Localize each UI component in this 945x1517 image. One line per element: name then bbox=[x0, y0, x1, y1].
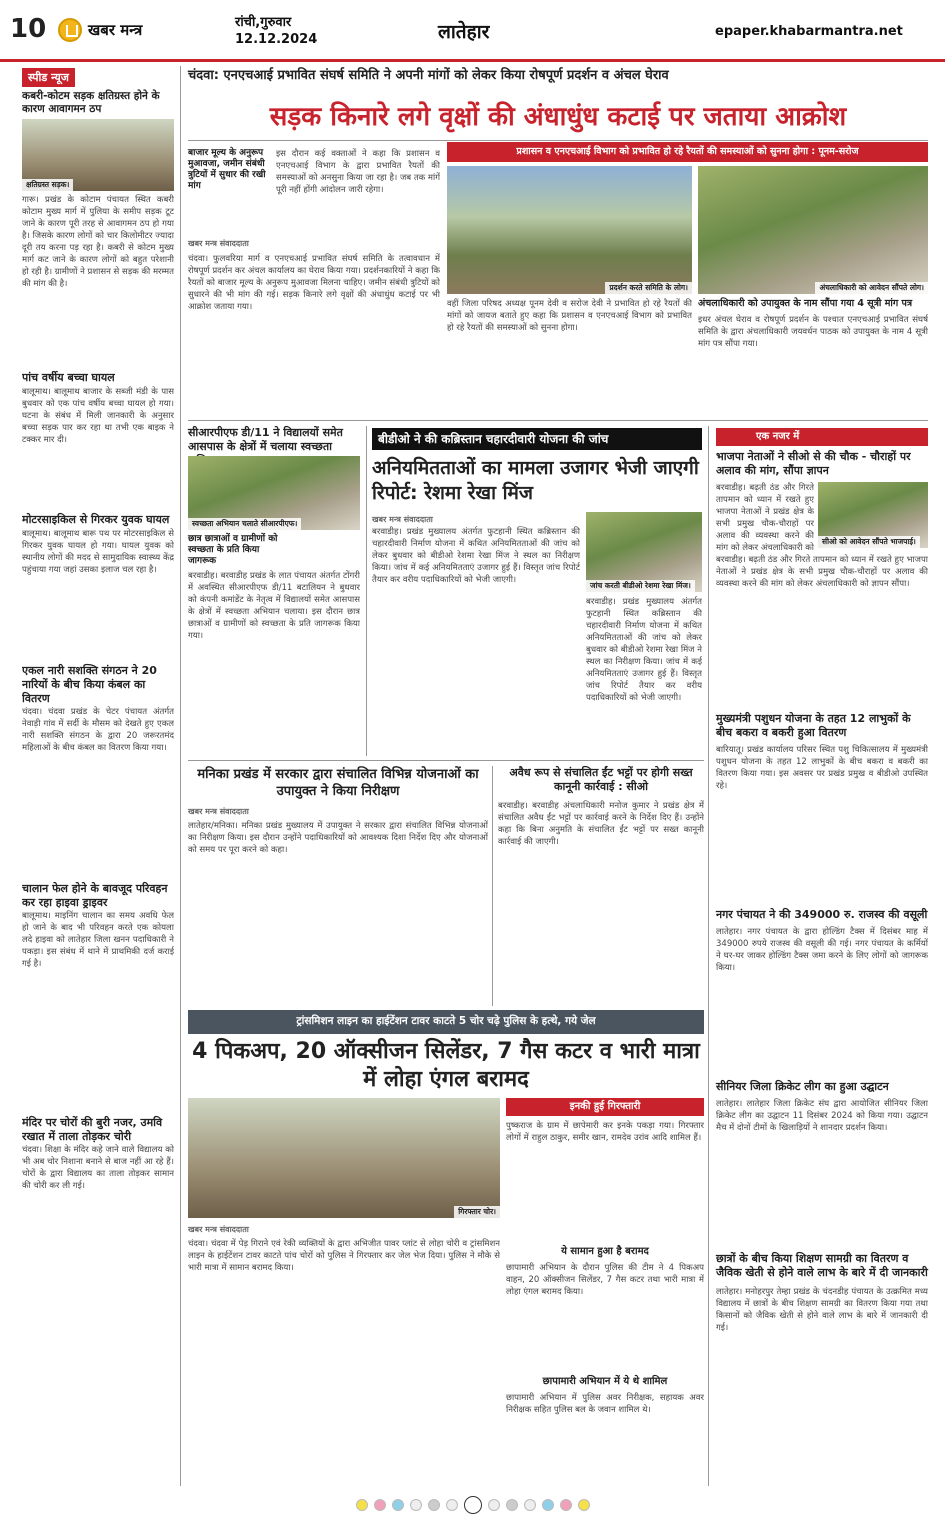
top-body4: इधर अंचल घेराव व रोषपूर्ण प्रदर्शन के पश्चात एनएचआई प्रभावित संघर्ष समिति के द्वारा अंचलाधिकारी जयवर्धन पाठक को उपायुक्त के नाम 4 सूत्री मांग पत्र सौंपा गया। bbox=[698, 315, 928, 349]
s3-headline: मोटरसाइकिल से गिरकर युवक घायल bbox=[22, 513, 170, 526]
s1-body: गारू। प्रखंड के कोटाम पंचायत स्थित कबरी कोटाम मुख्य मार्ग में पुलिया के समीप सड़क टूट जाने के कारण पूरी तरह से आवागमन ठप हो गया है। जिसके कारण लोगों को चार किलोमीटर ज्यादा दूरी तय करना पड़ रहा है। कबरी से कोटम मुख्य मार्ग कट जाने के कारण लोगों को बहुत परेशानी हो रही है। ग्रामीणों ने प्रशासन से सड़क की मरम्मत की मांग की है। bbox=[22, 195, 174, 289]
manika-body: लातेहार/मनिका। मनिका प्रखंड मुख्यालय में उपायुक्त ने सरकार द्वारा संचालित विभिन्न योजनाओं का निरीक्षण किया। इस दौरान उन्होंने पदाधिकारियों को आवश्यक दिशा निर्देश दिए और योजनाओं को समय पर पूरा करने को कहा। bbox=[188, 821, 488, 855]
mukhya-headline: मुख्यमंत्री पशुधन योजना के तहत 12 लाभुकों के बीच बकरा व बकरी हुआ वितरण bbox=[716, 712, 911, 739]
recover-headline: ये सामान हुआ है बरामद bbox=[561, 1246, 649, 1257]
nagar-headline: नगर पंचायत ने की 349000 रु. राजस्व की वसूली bbox=[716, 908, 928, 921]
bdo-body: बरवाडीह। प्रखंड मुख्यालय अंतर्गत फुटहानी स्थित कब्रिस्तान की चहारदीवारी निर्माण योजना में कथित अनियमितताओं की जांच को लेकर बुधवार को बीडीओ रेशमा रेखा मिंज ने स्थल का निरीक्षण किया। जांच में कई अनियमितताएं उजागर हुई हैं। विस्तृत जांच रिपोर्ट तैयार कर वरीय पदाधिकारियों को भेजी जाएगी। bbox=[372, 527, 580, 585]
crpf-caption: स्वच्छता अभियान चलाते सीआरपीएफ। bbox=[188, 518, 301, 530]
epaper-url[interactable]: epaper.khabarmantra.net bbox=[715, 24, 903, 39]
arrest-body: पुष्कराज के ग्राम में छापेमारी कर इनके पकड़ा गया। गिरफ्तार लोगों में राहुल ठाकुर, समीर खान, रामदेव उरांव आदि शामिल हैं। bbox=[506, 1121, 704, 1143]
top-byline: खबर मन्त्र संवाददाता bbox=[188, 239, 249, 248]
city-day: रांची,गुरुवार bbox=[235, 15, 292, 30]
students-headline: छात्रों के बीच किया शिक्षण सामग्री का वितरण व जैविक खेती से होने वाले लाभ के बारे में दी जानकारी bbox=[716, 1252, 928, 1279]
top-body3: वहीं जिला परिषद अध्यक्ष पूनम देवी व सरोज देवी ने प्रभावित हो रहे रैयतों की मांगों को जायज बताते हुए कहा कि प्रशासन व एनएचआई विभाग को प्रभावित हो रहे रैयतों की समस्याओं को सुनना होगा। bbox=[447, 299, 692, 333]
brand-logo-icon bbox=[58, 18, 82, 42]
tower-byline: खबर मन्त्र संवाददाता bbox=[188, 1225, 249, 1234]
raid-body: छापामारी अभियान में पुलिस अवर निरीक्षक, सहायक अवर निरीक्षक सहित पुलिस बल के जवान शामिल थे। bbox=[506, 1393, 704, 1415]
s3-body: बालूमाथ। बालूमाथ बारू पथ पर मोटरसाइकिल से गिरकर युवक घायल हो गया। घायल युवक को स्थानीय लोगों की मदद से सामुदायिक स्वास्थ्य केंद्र पहुंचाया गया जहां उसका इलाज चल रहा है। bbox=[22, 529, 174, 575]
nagar-body: लातेहार। नगर पंचायत के द्वारा होल्डिंग टैक्स में दिसंबर माह में 349000 रुपये राजस्व की वसूली की गई। नगर पंचायत के कर्मियों ने घर-घर जाकर होल्डिंग टैक्स जमा करने के लिए लोगों को जागरूक किया। bbox=[716, 927, 928, 973]
tower-body: चंदवा। चंदवा में पेड़ गिराने एवं रेकी व्यक्तियों के द्वारा अभिजीत पावर प्लांट से लोहा चोरी व ट्रांसमिशन लाइन के हाईटेंशन टावर काटते पांच चोरों को पुलिस ने गिरफ्तार कर जेल भेज दिया। पुलिस ने मौके से भारी मात्रा में सामान बरामद किया। bbox=[188, 1239, 500, 1273]
s1-photo bbox=[22, 119, 174, 191]
mukhya-body: बारियातू। प्रखंड कार्यालय परिसर स्थित पशु चिकित्सालय में मुख्यमंत्री पशुधन योजना के तहत 12 लाभुकों के बीच बकरा व बकरी का वितरण किया गया। इस अवसर पर प्रखंड प्रमुख व बीडीओ उपस्थित रहे। bbox=[716, 745, 928, 791]
top-photo-protest bbox=[447, 166, 692, 294]
s1-caption: क्षतिग्रस्त सड़क। bbox=[22, 179, 73, 191]
date: 12.12.2024 bbox=[235, 32, 318, 47]
tower-caption: गिरफ्तार चोर। bbox=[454, 1206, 500, 1218]
top-photo2-caption: अंचलाधिकारी को आवेदन सौंपते लोग। bbox=[815, 282, 928, 294]
top-bullet: बाजार मूल्य के अनुरूप मुआवजा, जमीन संबंधी त्रुटियों में सुधार की रखी मांग bbox=[188, 148, 266, 191]
crpf-body: बरवाडीह। बरवाडीह प्रखंड के लात पंचायत अंतर्गत टोंगरी में अवस्थित सीआरपीएफ डी/11 बटालियन ने बुधवार को कंपनी कमांडेंट के नेतृत्व में विद्यालयों समेत आसपास के क्षेत्रों में स्वच्छता अभियान चलाया। इस दौरान छात्र छात्राओं व ग्रामीणों को स्वच्छता के प्रति जागरूक किया गया। bbox=[188, 571, 360, 641]
top-photo-application bbox=[698, 166, 928, 294]
bhajpa-body: बरवाडीह। बढ़ती ठंड और गिरते तापमान को ध्यान में रखते हुए भाजपा नेताओं ने प्रखंड क्षेत्र के सभी प्रमुख चौक-चौराहों पर अलाव की व्यवस्था करने की मांग को लेकर अंचलाधिकारी को bbox=[716, 483, 814, 552]
bdo-body-2: बरवाडीह। प्रखंड मुख्यालय अंतर्गत फुटहानी स्थित कब्रिस्तान की चहारदीवारी निर्माण योजना में कथित अनियमितताओं की जांच को लेकर बुधवार को बीडीओ रेशमा रेखा मिंज ने स्थल का निरीक्षण किया। जांच में कई अनियमितताएं उजागर हुई हैं। विस्तृत जांच रिपोर्ट तैयार कर वरीय पदाधिकारियों को भेजी जाएगी। bbox=[586, 597, 702, 703]
top-body1: चंदवा। फुलवरिया मार्ग व एनएचआई प्रभावित संघर्ष समिति के तत्वावधान में रोषपूर्ण प्रदर्शन कर अंचल कार्यालय का घेराव किया गया। प्रदर्शनकारियों ने कहा कि रैयतों को बाजार मूल्य के अनुरूप मुआवजा मिलना चाहिए। जमीन संबंधी त्रुटियों को सुधारने की भी मांग की गई। सड़क किनारे लगे वृक्षों की अंधाधुंध कटाई पर भी आक्रोश जताया गया। bbox=[188, 254, 440, 312]
registration-mark-icon bbox=[464, 1496, 482, 1514]
recover-body: छापामारी अभियान के दौरान पुलिस की टीम ने 4 पिकअप वाहन, 20 ऑक्सीजन सिलेंडर, 7 गैस कटर तथा भारी मात्रा में लोहा एंगल बरामद किया। bbox=[506, 1263, 704, 1297]
top-body2: इस दौरान कई वक्ताओं ने कहा कि प्रशासन व एनएचआई विभाग के द्वारा प्रभावित रैयतों की समस्याओं को अनसुना किया जा रहा है। जब तक मांगें पूरी नहीं होंगी आंदोलन जारी रहेगा। bbox=[276, 149, 440, 195]
bhajpa-photo bbox=[818, 482, 928, 548]
brick-body: बरवाडीह। बरवाडीह अंचलाधिकारी मनोज कुमार ने प्रखंड क्षेत्र में संचालित अवैध ईंट भट्टों पर कार्रवाई करने के निर्देश दिए हैं। उन्होंने कहा कि बिना अनुमति के संचालित ईंट भट्टों पर सख्त कानूनी कार्रवाई की जाएगी। bbox=[498, 801, 704, 847]
tower-photo bbox=[188, 1098, 500, 1218]
top-text-block bbox=[188, 148, 440, 416]
bhajpa-caption: सीओ को आवेदन सौंपते भाजपाई। bbox=[818, 536, 920, 548]
crpf-photo bbox=[188, 456, 360, 530]
bdo-caption: जांच करती बीडीओ रेशमा रेखा मिंज। bbox=[586, 580, 695, 592]
manika-headline: मनिका प्रखंड में सरकार द्वारा संचालित विभिन्न योजनाओं का उपायुक्त ने किया निरीक्षण bbox=[197, 767, 479, 799]
arrest-band: इनकी हुई गिरफ्तारी bbox=[506, 1098, 704, 1116]
top-photo1-caption: प्रदर्शन करते समिति के लोग। bbox=[605, 282, 692, 294]
brick-headline: अवैध रूप से संचालित ईंट भट्टों पर होगी सख्त कानूनी कार्रवाई : सीओ bbox=[509, 766, 693, 793]
top-sub-red: अंचलाधिकारी को उपायुक्त के नाम सौंपा गया 4 सूत्री मांग पत्र bbox=[698, 298, 913, 309]
ek-nazar-tag: एक नजर में bbox=[716, 428, 928, 446]
print-registration-strip bbox=[0, 1492, 945, 1517]
s6-headline: मंदिर पर चोरों की बुरी नजर, उमवि रखात में ताला तोड़कर चोरी bbox=[22, 1116, 163, 1143]
cricket-headline: सीनियर जिला क्रिकेट लीग का हुआ उद्घाटन bbox=[716, 1080, 889, 1093]
crpf-headline: सीआरपीएफ डी/11 ने विद्यालयों समेत आसपास के क्षेत्रों में चलाया स्वच्छता bbox=[188, 426, 343, 453]
raid-headline: छापामारी अभियान में ये थे शामिल bbox=[542, 1376, 668, 1387]
top-headline: सड़क किनारे लगे वृक्षों की अंधाधुंध कटाई पर जताया आक्रोश bbox=[269, 102, 847, 132]
s5-headline: चालान फेल होने के बावजूद परिवहन कर रहा हाइवा ड्राइवर bbox=[22, 882, 168, 909]
top-red-band: प्रशासन व एनएचआई विभाग को प्रभावित हो रहे रैयतों की समस्याओं को सुनना होगा : पूनम-सरोज bbox=[447, 142, 928, 162]
bdo-photo bbox=[586, 512, 702, 592]
page-number: 10 bbox=[10, 14, 47, 44]
s6-body: चंदवा। शिक्षा के मंदिर कहे जाने वाले विद्यालय को भी अब चोर निशाना बनाने से बाज नहीं आ रहे हैं। चोरों के द्वारा विद्यालय का ताला तोड़कर सामान की चोरी कर ली गई। bbox=[22, 1145, 174, 1191]
district-name: लातेहार bbox=[438, 21, 490, 43]
students-body: लातेहार। मनोहरपुर तेम्हा प्रखंड के चंदनडीह पंचायत के उत्क्रमित मध्य विद्यालय में छात्रों के बीच शिक्षण सामग्री का वितरण किया गया तथा किसानों को जैविक खेती से होने वाले लाभ के बारे में जानकारी दी गई। bbox=[716, 1287, 928, 1333]
s2-headline: पांच वर्षीय बच्चा घायल bbox=[22, 371, 115, 384]
s1-headline: कबरी-कोटम सड़क क्षतिग्रस्त होने के कारण आवागमन ठप bbox=[22, 90, 160, 115]
s4-body: चंदवा। चंदवा प्रखंड के चेटर पंचायत अंतर्गत नेवाड़ी गांव में सर्दी के मौसम को देखते हुए एकल नारी सशक्ति संगठन के द्वारा 20 जरूरतमंद महिलाओं के बीच कंबल का वितरण किया गया। bbox=[22, 707, 174, 753]
s2-body: बालूमाथ। बालूमाथ बाजार के सब्जी मंडी के पास बुधवार को एक पांच वर्षीय बच्चा घायल हो गया। घटना के संबंध में मिली जानकारी के अनुसार बच्चा सड़क पार कर रहा था तभी एक बाइक ने टक्कर मार दी। bbox=[22, 387, 174, 445]
speed-news-tag: स्पीड न्यूज bbox=[22, 68, 75, 87]
brand-name: खबर मन्त्र bbox=[88, 21, 143, 39]
top-kicker: चंदवा: एनएचआई प्रभावित संघर्ष समिति ने अपनी मांगों को लेकर किया रोषपूर्ण प्रदर्शन व अंचल घेराव bbox=[188, 68, 669, 83]
cricket-body: लातेहार। लातेहार जिला क्रिकेट संघ द्वारा आयोजित सीनियर जिला क्रिकेट लीग का उद्घाटन 11 दिसंबर 2024 को किया गया। उद्घाटन मैच में दोनों टीमों के खिलाड़ियों ने शानदार प्रदर्शन किया। bbox=[716, 1099, 928, 1133]
dateline bbox=[235, 14, 317, 48]
tower-headline: 4 पिकअप, 20 ऑक्सीजन सिलेंडर, 7 गैस कटर व भारी मात्रा में लोहा एंगल बरामद bbox=[192, 1039, 700, 1092]
tower-band: ट्रांसमिशन लाइन का हाईटेंशन टावर काटते 5 चोर चढ़े पुलिस के हत्थे, गये जेल bbox=[188, 1010, 704, 1034]
left-column bbox=[22, 66, 174, 1486]
s4-headline: एकल नारी सशक्ति संगठन ने 20 नारियों के बीच किया कंबल का वितरण bbox=[22, 664, 157, 705]
bdo-kicker: बीडीओ ने की कब्रिस्तान चहारदीवारी योजना की जांच bbox=[372, 428, 702, 450]
s5-body: बालूमाथ। माइनिंग चालान का समय अवधि फेल हो जाने के बाद भी परिवहन करते एक कोयला लदे हाइवा को लातेहार जिला खनन पदाधिकारी ने पकड़ा। इस संबंध में थाने में प्राथमिकी दर्ज कराई गई है। bbox=[22, 911, 174, 969]
bhajpa-body-2: बरवाडीह। बढ़ती ठंड और गिरते तापमान को ध्यान में रखते हुए भाजपा नेताओं ने प्रखंड क्षेत्र के सभी प्रमुख चौक-चौराहों पर अलाव की व्यवस्था करने की मांग को लेकर अंचलाधिकारी को ज्ञापन सौंपा। bbox=[716, 555, 928, 589]
page-header bbox=[0, 0, 945, 62]
crpf-bullet: छात्र छात्राओं व ग्रामीणों को स्वच्छता के प्रति किया जागरूक bbox=[188, 534, 278, 566]
bhajpa-headline: भाजपा नेताओं ने सीओ से की चौक - चौराहों पर अलाव की मांग, सौंपा ज्ञापन bbox=[716, 450, 911, 477]
bdo-byline: खबर मन्त्र संवाददाता bbox=[372, 515, 433, 524]
manika-byline: खबर मन्त्र संवाददाता bbox=[188, 807, 249, 816]
bdo-headline: अनियमितताओं का मामला उजागर भेजी जाएगी रिपोर्ट: रेशमा रेखा मिंज bbox=[372, 457, 699, 504]
